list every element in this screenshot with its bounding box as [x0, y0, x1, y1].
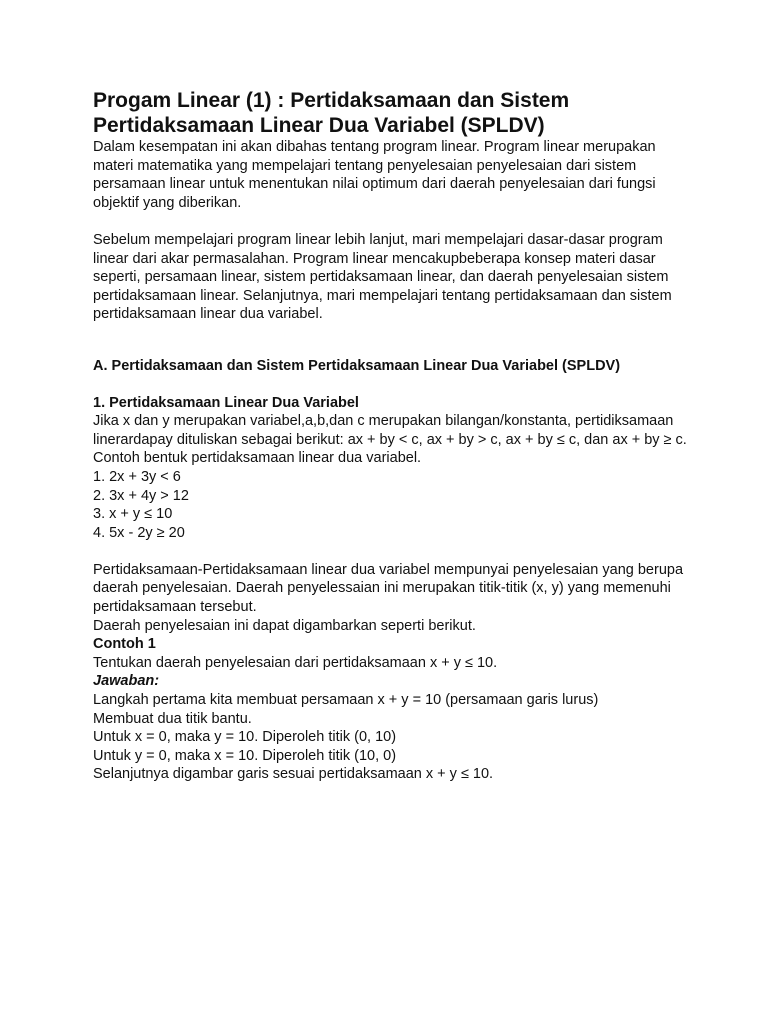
section-spacer	[93, 324, 698, 357]
second-paragraph: Sebelum mempelajari program linear lebih lanjut, mari mempelajari dasar-dasar program linear dari akar permasalahan. Program linear mencakupbeberapa konsep materi dasar seperti, persamaan linear, sistem pertidaksamaan linear, dan daerah penyelesaian sistem pertidaksamaan linear. Selanjutnya, mari mempelajari tentang pertidaksamaan dan sistem pertidaksamaan linear dua variabel.	[93, 231, 672, 323]
solution-drawing-note: Daerah penyelesaian ini dapat digambarkan seperti berikut.	[93, 617, 476, 634]
contoh-1-question: Tentukan daerah penyelesaian dari pertidaksamaan x + y ≤ 10.	[93, 654, 498, 671]
section-a-heading: A. Pertidaksamaan dan Sistem Pertidaksamaan Linear Dua Variabel (SPLDV)	[93, 357, 621, 374]
subsection-spacer	[93, 376, 698, 394]
list-item: 1. 2x + 3y < 6	[93, 468, 181, 485]
answer-line: Selanjutnya digambar garis sesuai pertidaksamaan x + y ≤ 10.	[93, 766, 494, 783]
answer-line: Langkah pertama kita membuat persamaan x + y = 10 (persamaan garis lurus)	[93, 692, 599, 709]
answer-line: Membuat dua titik bantu.	[93, 710, 252, 727]
contoh-1-label: Contoh 1	[93, 636, 156, 653]
intro-paragraph: Dalam kesempatan ini akan dibahas tentang program linear. Program linear merupakan materi matematika yang mempelajari tentang penyelesaian penyelesaian dari sistem persamaan linear untuk menentukan nilai optimum dari daerah penyelesaian dari fungsi objektif yang diberikan.	[93, 139, 656, 211]
list-item: 2. 3x + 4y > 12	[93, 487, 189, 504]
answer-line: Untuk x = 0, maka y = 10. Diperoleh titik (0, 10)	[93, 729, 397, 746]
subsection-1-heading: 1. Pertidaksamaan Linear Dua Variabel	[93, 394, 359, 411]
paragraph-spacer	[93, 542, 698, 561]
examples-intro: Contoh bentuk pertidaksamaan linear dua variabel.	[93, 450, 422, 467]
examples-list	[93, 468, 698, 542]
jawaban-label: Jawaban:	[93, 673, 160, 690]
solution-paragraph: Pertidaksamaan-Pertidaksamaan linear dua variabel mempunyai penyelesaian yang berupa daerah penyelesaian. Daerah penyelessaian ini merupakan titik-titik (x, y) yang memenuhi pertidaksamaan tersebut.	[93, 561, 684, 616]
document-title: Progam Linear (1) : Pertidaksamaan dan Sistem Pertidaksamaan Linear Dua Variabel (SPLDV)	[93, 89, 570, 137]
list-item: 3. x + y ≤ 10	[93, 506, 173, 523]
definition-paragraph: Jika x dan y merupakan variabel,a,b,dan c merupakan bilangan/konstanta, pertidiksamaan linerardapay dituliskan sebagai berikut: ax + by < c, ax + by > c, ax + by ≤ c, dan ax + by ≥ c.	[93, 413, 687, 448]
list-item: 4. 5x - 2y ≥ 20	[93, 524, 185, 541]
paragraph-spacer	[93, 212, 698, 231]
answer-line: Untuk y = 0, maka x = 10. Diperoleh titik (10, 0)	[93, 747, 397, 764]
